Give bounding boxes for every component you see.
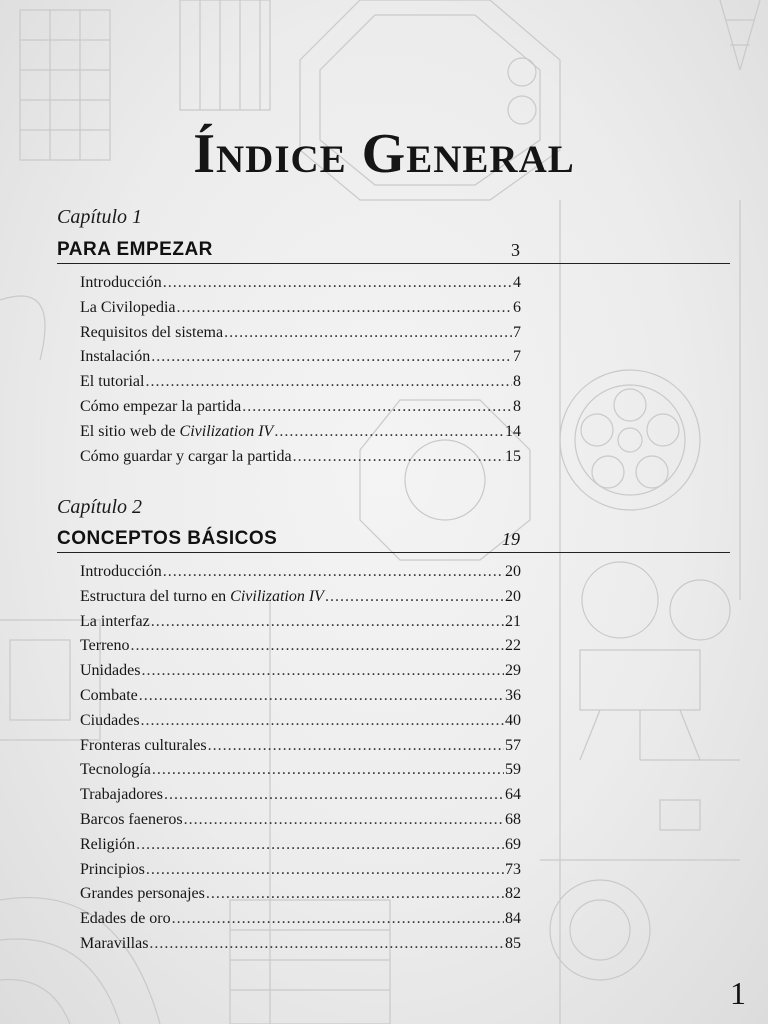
toc-list: [80, 563, 521, 960]
chapter-heading: [57, 527, 730, 553]
toc-entry[interactable]: [80, 373, 521, 398]
toc-entry-title: [80, 613, 150, 631]
toc-entry-title: [80, 637, 130, 655]
toc-entry-title: [80, 935, 148, 953]
toc-entry-title: [80, 588, 324, 606]
toc-entry-title: [80, 398, 241, 416]
toc-entry-title: [80, 324, 223, 342]
toc-entry-page: 8: [513, 397, 521, 415]
dot-leader: [184, 811, 504, 829]
toc-list: [80, 274, 521, 472]
toc-entry-title: [80, 861, 145, 879]
toc-entry-text: La Civilopedia: [80, 298, 176, 316]
toc-entry-text: Trabajadores: [80, 786, 163, 804]
toc-entry-text: Introducción: [80, 563, 162, 580]
dot-leader: [177, 299, 512, 317]
toc-entry-page: 64: [505, 786, 521, 804]
toc-entry-title: [80, 786, 163, 804]
toc-entry-text: Requisitos del sistema: [80, 323, 224, 341]
toc-entry-text: Grandes personajes: [80, 885, 205, 903]
toc-entry-text: Instalación: [80, 348, 151, 366]
toc-entry-page: 57: [505, 736, 521, 754]
toc-entry-page: 29: [505, 662, 521, 680]
toc-entry[interactable]: [80, 662, 521, 687]
toc-entry-text: El sitio web de: [80, 422, 180, 440]
toc-entry[interactable]: [80, 274, 521, 299]
toc-entry-text: Barcos faeneros: [80, 810, 183, 828]
toc-entry-page: 73: [505, 860, 521, 878]
toc-entry-page: 36: [505, 686, 521, 704]
toc-entry-title: [80, 373, 144, 391]
chapter-heading: [57, 238, 730, 264]
toc-entry-title: [80, 448, 292, 466]
dot-leader: [136, 836, 504, 854]
dot-leader: [224, 324, 512, 342]
toc-entry-text: Introducción: [80, 274, 162, 291]
toc-entry-page: 68: [505, 810, 521, 828]
toc-entry-text: Principios: [80, 860, 145, 878]
chapter-title: CONCEPTOS BÁSICOS: [57, 528, 278, 549]
toc-entry[interactable]: [80, 811, 521, 836]
toc-entry[interactable]: [80, 637, 521, 662]
toc-entry-title: [80, 274, 162, 292]
toc-entry-page: 85: [505, 934, 521, 952]
toc-entry-text: Terreno: [80, 637, 130, 655]
toc-entry-text: Religión: [80, 835, 136, 853]
toc-entry-page: 59: [505, 761, 521, 779]
toc-entry-page: 8: [513, 373, 521, 391]
toc-entry-page: 14: [505, 422, 521, 440]
toc-entry[interactable]: [80, 885, 521, 910]
dot-leader: [139, 687, 504, 705]
dot-leader: [146, 861, 504, 879]
toc-entry[interactable]: [80, 613, 521, 638]
toc-entry-page: 4: [513, 274, 521, 291]
toc-entry-text: Unidades: [80, 662, 141, 680]
dot-leader: [325, 588, 504, 606]
toc-entry-title: [80, 299, 176, 317]
chapter-page: 19: [502, 529, 520, 549]
toc-entry-title: [80, 836, 135, 854]
toc-entry[interactable]: [80, 836, 521, 861]
toc-entry-page: 20: [505, 563, 521, 580]
dot-leader: [163, 563, 504, 581]
page-number: 1: [730, 975, 746, 1011]
toc-entry-text: Cómo empezar la partida: [80, 397, 242, 415]
toc-entry-page: 22: [505, 637, 521, 655]
toc-entry-page: 6: [513, 298, 521, 316]
toc-entry[interactable]: [80, 299, 521, 324]
toc-entry[interactable]: [80, 712, 521, 737]
toc-entry-page: 21: [505, 612, 521, 630]
toc-entry-title: [80, 687, 138, 705]
toc-entry-page: 15: [505, 447, 521, 465]
dot-leader: [149, 935, 504, 953]
dot-leader: [141, 662, 504, 680]
toc-entry-text: Fronteras culturales: [80, 736, 207, 754]
dot-leader: [151, 348, 512, 366]
toc-entry-title: [80, 737, 207, 755]
toc-entry[interactable]: [80, 398, 521, 423]
toc-entry-page: 69: [505, 835, 521, 853]
toc-entry-text: Tecnología: [80, 761, 151, 779]
toc-entry-title: [80, 563, 162, 581]
toc-entry-title: [80, 423, 273, 441]
toc-entry-title: [80, 662, 140, 680]
dot-leader: [164, 786, 504, 804]
toc-entry[interactable]: [80, 687, 521, 712]
dot-leader: [152, 761, 504, 779]
toc-entry-page: 84: [505, 910, 521, 928]
toc-entry[interactable]: [80, 588, 521, 613]
toc-entry-text: Maravillas: [80, 934, 149, 952]
toc-entry[interactable]: [80, 861, 521, 886]
toc-entry[interactable]: [80, 935, 521, 960]
toc-entry[interactable]: [80, 761, 521, 786]
dot-leader: [208, 737, 504, 755]
toc-entry-text: Combate: [80, 686, 138, 704]
dot-leader: [206, 885, 504, 903]
toc-entry-title: [80, 712, 140, 730]
toc-entry[interactable]: [80, 423, 521, 448]
toc-entry-text: La interfaz: [80, 612, 150, 630]
toc-entry-title: [80, 761, 151, 779]
dot-leader: [141, 712, 504, 730]
toc-entry-page: 82: [505, 885, 521, 903]
toc-entry-title: [80, 885, 205, 903]
dot-leader: [274, 423, 504, 441]
toc-entry[interactable]: [80, 348, 521, 373]
toc-entry-italic-text: Civilization IV: [179, 422, 274, 440]
chapter-title: PARA EMPEZAR: [57, 239, 213, 260]
toc-entry-text: Edades de oro: [80, 910, 171, 928]
toc-entry[interactable]: [80, 737, 521, 762]
page-title: Índice General: [193, 123, 575, 185]
toc-entry-text: Estructura del turno en: [80, 587, 231, 605]
toc-entry-page: 7: [513, 323, 521, 341]
chapter-page: 3: [511, 240, 520, 260]
toc-entry-title: [80, 348, 150, 366]
toc-entry[interactable]: [80, 563, 521, 588]
toc-entry-page: 20: [505, 587, 521, 605]
toc-entry-title: [80, 910, 171, 928]
toc-entry-text: Ciudades: [80, 711, 140, 729]
dot-leader: [172, 910, 504, 928]
dot-leader: [293, 448, 504, 466]
toc-entry-text: Cómo guardar y cargar la partida: [80, 447, 292, 465]
toc-entry[interactable]: [80, 324, 521, 349]
dot-leader: [145, 373, 512, 391]
dot-leader: [242, 398, 512, 416]
toc-entry-page: 7: [513, 348, 521, 366]
dot-leader: [163, 274, 512, 292]
dot-leader: [151, 613, 504, 631]
toc-entry-text: El tutorial: [80, 373, 145, 391]
toc-entry-italic-text: Civilization IV: [230, 587, 324, 605]
chapter-label: Capítulo 1: [57, 206, 143, 228]
chapter-label: Capítulo 2: [57, 496, 143, 518]
toc-entry-page: 40: [505, 711, 521, 729]
toc-entry[interactable]: [80, 448, 521, 473]
toc-entry[interactable]: [80, 786, 521, 811]
toc-entry[interactable]: [80, 910, 521, 935]
dot-leader: [131, 637, 504, 655]
toc-entry-title: [80, 811, 183, 829]
